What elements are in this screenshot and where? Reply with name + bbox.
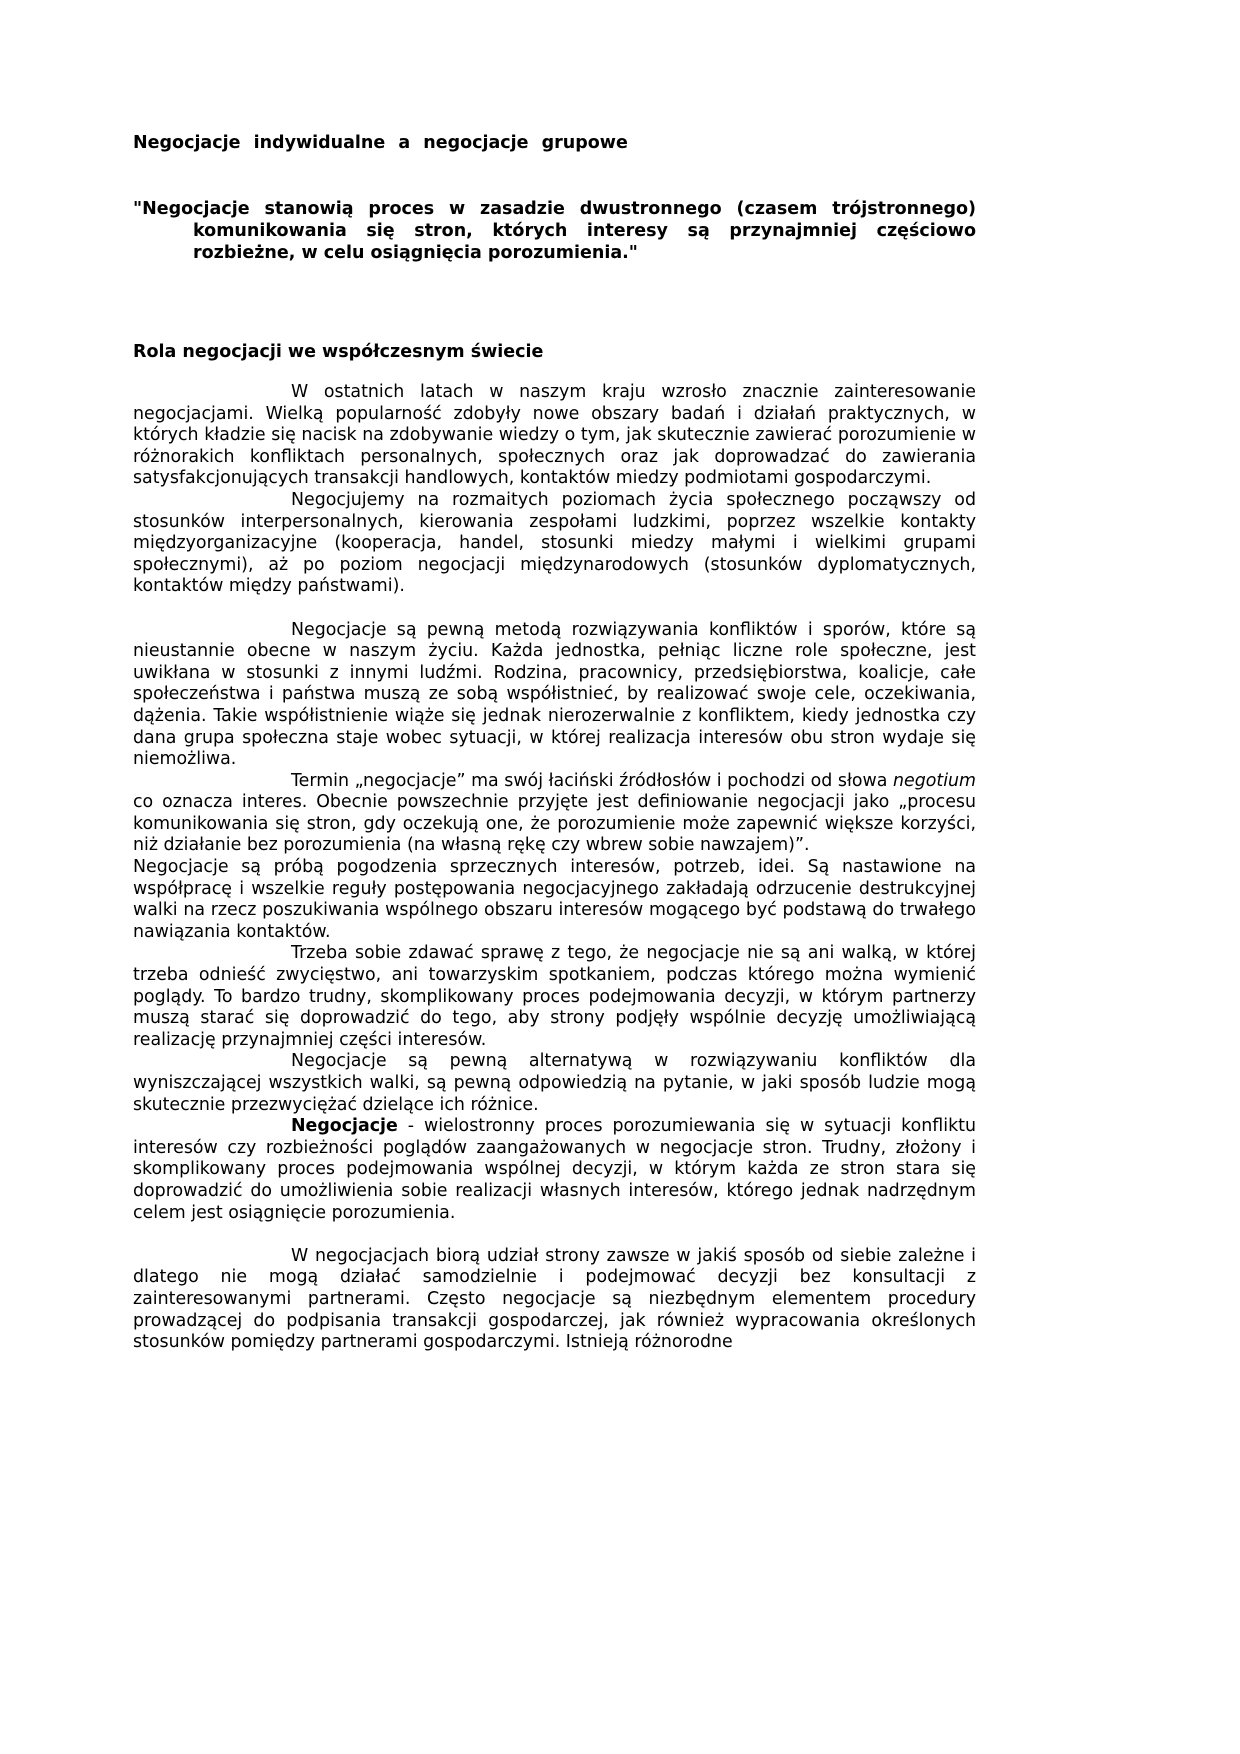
paragraph: Negocjacje są pewną metodą rozwiązywania konfliktów i sporów, które są nieustannie obecne w naszym życiu. Każda jednostka, pełniąc liczne role społeczne, jest uwikłana w stosunki z innymi ludźmi. Rodzina, pracownicy, przedsiębiorstwa, koalicje, całe społeczeństwa i państwa muszą ze sobą współistnieć, by realizować swoje cele, oczekiwania, dążenia. Takie współistnienie wiąże się jednak nierozerwalnie z konfliktem, kiedy jednostka czy dana grupa społeczna staje wobec sytuacji, w której realizacja interesów obu stron wydaje się niemożliwa. [133, 619, 976, 770]
section-heading: Rola negocjacji we współczesnym świecie [133, 342, 544, 362]
definition-quote: "Negocjacje stanowią proces w zasadzie dwustronnego (czasem trójstronnego) komunikowania się stron, których interesy są przynajmniej częściowo rozbieżne, w celu osiągnięcia porozumienia." [133, 199, 976, 263]
italic-term: negotium [892, 770, 976, 791]
paragraph [133, 1116, 976, 1224]
document-title: Negocjacje indywidualne a negocjacje grupowe [133, 133, 628, 153]
text: co oznacza interes. Obecnie powszechnie przyjęte jest definiowanie negocjacji jako „procesu komunikowania się stron, gdy oczekują one, że porozumienie może zapewnić większe korzyści, niż działanie bez porozumienia (na własną rękę czy wbrew sobie nawzajem)”. [133, 792, 976, 856]
paragraph: Trzeba sobie zdawać sprawę z tego, że negocjacje nie są ani walką, w której trzeba odnieść zwycięstwo, ani towarzyskim spotkaniem, podczas którego można wymienić poglądy. To bardzo trudny, skomplikowany proces podejmowania decyzji, w którym partnerzy muszą starać się doprowadzić do tego, aby strony podjęły wspólnie decyzję umożliwiającą realizację przynajmniej części interesów. [133, 943, 976, 1050]
paragraph: Negocjacje są próbą pogodzenia sprzecznych interesów, potrzeb, idei. Są nastawione na współpracę i wszelkie reguły postępowania negocjacyjnego zakładają odrzucenie destrukcyjnej walki na rzecz poszukiwania wspólnego obszaru interesów mogącego być podstawą do trwałego nawiązania kontaktów. [133, 857, 976, 942]
paragraph: W ostatnich latach w naszym kraju wzrosło znacznie zainteresowanie negocjacjami. Wielką popularność zdobyły nowe obszary badań i działań praktycznych, w których kładzie się nacisk na zdobywanie wiedzy o tym, jak skutecznie zawierać porozumienie w różnorakich konfliktach personalnych, społecznych oraz jak doprowadzać do zawierania satysfakcjonujących transakcji handlowych, kontaktów miedzy podmiotami gospodarczymi. [133, 382, 976, 489]
bold-term: Negocjacje [291, 1116, 398, 1137]
paragraph: Negocjacje są pewną alternatywą w rozwiązywaniu konfliktów dla wyniszczającej wszystkich walki, są pewną odpowiedzią na pytanie, w jaki sposób ludzie mogą skutecznie przezwyciężać dzielące ich różnice. [133, 1051, 976, 1115]
paragraph: Negocjujemy na rozmaitych poziomach życia społecznego począwszy od stosunków interpersonalnych, kierowania zespołami ludzkimi, poprzez wszelkie kontakty międzyorganizacyjne (kooperacja, handel, stosunki miedzy małymi i wielkimi grupami społecznymi), aż po poziom negocjacji międzynarodowych (stosunków dyplomatycznych, kontaktów między państwami). [133, 489, 976, 597]
document-page [133, 130, 976, 1354]
text: Termin „negocjacje” ma swój łaciński źródłosłów i pochodzi od słowa [291, 770, 893, 791]
paragraph [133, 771, 976, 857]
paragraph: W negocjacjach biorą udział strony zawsze w jakiś sposób od siebie zależne i dlatego nie mogą działać samodzielnie i podejmować decyzji bez konsultacji z zainteresowanymi partnerami. Często negocjacje są niezbędnym elementem procedury prowadzącej do podpisania transakcji gospodarczej, jak również wypracowania określonych stosunków pomiędzy partnerami gospodarczymi. Istnieją różnorodne [133, 1245, 976, 1353]
text: - wielostronny proces porozumiewania się w sytuacji konfliktu interesów czy rozbieżności poglądów zaangażowanych w negocjacje stron. Trudny, złożony i skomplikowany proces podejmowania wspólnej decyzji, w którym każda ze stron stara się doprowadzić do umożliwienia sobie realizacji własnych interesów, którego jednak nadrzędnym celem jest osiągnięcie porozumienia. [133, 1116, 976, 1223]
